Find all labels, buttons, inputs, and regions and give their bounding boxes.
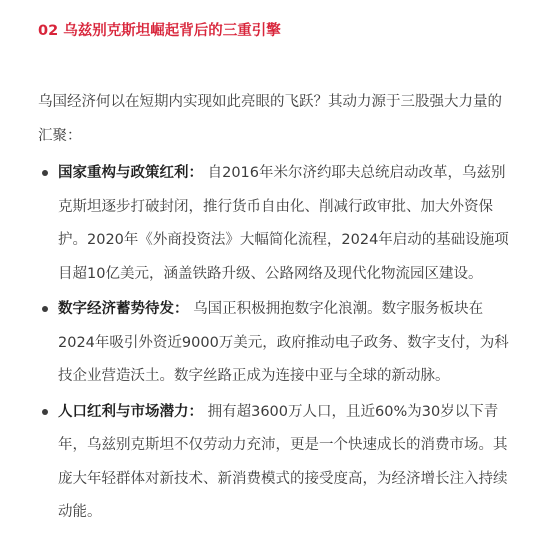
list-item-body: 乌国正积极拥抱数字化浪潮。数字服务板块在2024年吸引外资近9000万美元，政府推动电子政务、数字支付，为科技企业营造沃土。数字丝路正成为连接中亚与全球的新动脉。	[58, 301, 509, 384]
list-item-title: 国家重构与政策红利：	[58, 165, 203, 181]
intro-paragraph: 乌国经济何以在短期内实现如此亮眼的飞跃？其动力源于三股强大力量的汇聚：	[38, 94, 502, 144]
bullet-icon	[42, 170, 48, 176]
list-item-body: 拥有超3600万人口，且近60%为30岁以下青年，乌兹别克斯坦不仅劳动力充沛，更是一个快速成长的消费市场。其庞大年轻群体对新技术、新消费模式的接受度高，为经济增长注入持续动能。	[58, 403, 508, 520]
section-heading: 02 乌兹别克斯坦崛起背后的三重引擎	[38, 23, 281, 39]
bullet-icon	[42, 409, 48, 415]
list-item-policy	[0, 157, 510, 291]
bullet-icon	[42, 306, 48, 312]
list-item-population	[0, 396, 510, 530]
list-item-body: 自2016年米尔济约耶夫总统启动改革，乌兹别克斯坦逐步打破封闭，推行货币自由化、削减行政审批、加大外资保护。2020年《外商投资法》大幅简化流程，2024年启动的基础设施项目超10亿美元，涵盖铁路升级、公路网络及现代化物流园区建设。	[58, 165, 509, 282]
list-item-title: 人口红利与市场潜力：	[58, 403, 203, 420]
driver-list	[0, 157, 540, 532]
list-item-title: 数字经济蓄势待发：	[58, 301, 189, 317]
list-item-digital	[0, 293, 510, 394]
